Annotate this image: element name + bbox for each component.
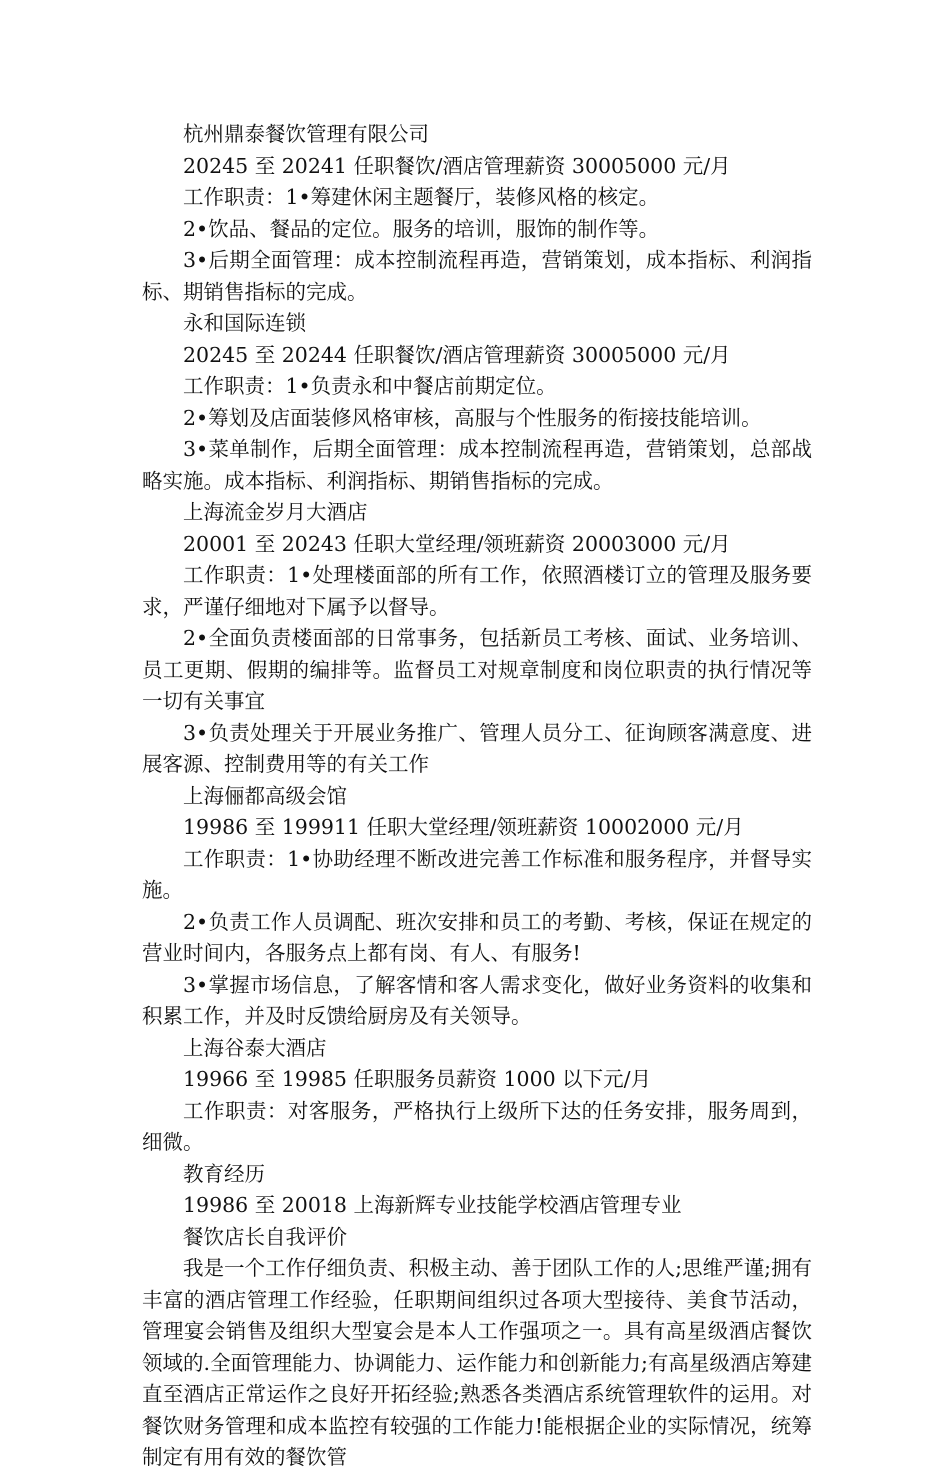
job-duty: 3•掌握市场信息，了解客情和客人需求变化，做好业务资料的收集和积累工作，并及时反馈给厨房及有关领导。 bbox=[142, 972, 812, 1028]
job-duty: 工作职责：1•筹建休闲主题餐厅，装修风格的核定。 bbox=[183, 185, 660, 209]
job-duty: 3•后期全面管理：成本控制流程再造，营销策划，成本指标、利润指标、期销售指标的完成。 bbox=[142, 248, 812, 304]
job-period: 20001 至 20243 任职大堂经理/领班薪资 20003000 元/月 bbox=[183, 531, 731, 556]
job-period: 20245 至 20244 任职餐饮/酒店管理薪资 30005000 元/月 bbox=[183, 342, 731, 367]
job-duty: 工作职责：1•协助经理不断改进完善工作标准和服务程序，并督导实施。 bbox=[142, 846, 812, 902]
company-name: 上海流金岁月大酒店 bbox=[183, 500, 368, 524]
education-entry: 19986 至 20018 上海新辉专业技能学校酒店管理专业 bbox=[183, 1193, 682, 1217]
job-duty: 2•全面负责楼面部的日常事务，包括新员工考核、面试、业务培训、员工更期、假期的编排等。监督员工对规章制度和岗位职责的执行情况等一切有关事宜 bbox=[142, 626, 812, 713]
job-duty: 3•菜单制作，后期全面管理：成本控制流程再造，营销策划，总部战略实施。成本指标、利润指标、期销售指标的完成。 bbox=[142, 437, 812, 493]
job-duty: 2•筹划及店面装修风格审核，高服与个性服务的衔接技能培训。 bbox=[183, 405, 762, 430]
section-heading-self-evaluation: 餐饮店长自我评价 bbox=[183, 1224, 347, 1249]
section-heading-education: 教育经历 bbox=[183, 1161, 265, 1186]
job-period: 20245 至 20241 任职餐饮/酒店管理薪资 30005000 元/月 bbox=[183, 153, 731, 178]
job-duty: 工作职责：1•负责永和中餐店前期定位。 bbox=[183, 374, 557, 398]
job-duty: 工作职责：1•处理楼面部的所有工作，依照酒楼订立的管理及服务要求，严谨仔细地对下属予以督导。 bbox=[142, 563, 812, 619]
job-duty: 2•饮品、餐品的定位。服务的培训，服饰的制作等。 bbox=[183, 216, 660, 241]
company-name: 永和国际连锁 bbox=[183, 311, 306, 335]
job-duty: 2•负责工作人员调配、班次安排和员工的考勤、考核，保证在规定的营业时间内，各服务点上都有岗、有人、有服务! bbox=[142, 909, 812, 965]
self-evaluation-text: 我是一个工作仔细负责、积极主动、善于团队工作的人;思维严谨;拥有丰富的酒店管理工作经验，任职期间组织过各项大型接待、美食节活动，管理宴会销售及组织大型宴会是本人工作强项之一。具有高星级酒店餐饮领域的.全面管理能力、协调能力、运作能力和创新能力;有高星级酒店筹建直至酒店正常运作之良好开拓经验;熟悉各类酒店系统管理软件的运用。对餐饮财务管理和成本监控有较强的工作能力!能根据企业的实际情况，统筹制定有用有效的餐饮管 bbox=[142, 1256, 812, 1469]
document-page bbox=[142, 119, 812, 1474]
company-name: 杭州鼎泰餐饮管理有限公司 bbox=[183, 122, 429, 146]
company-name: 上海俪都高级会馆 bbox=[183, 783, 347, 808]
job-duty: 工作职责：对客服务，严格执行上级所下达的任务安排，服务周到，细微。 bbox=[142, 1098, 812, 1154]
job-period: 19986 至 199911 任职大堂经理/领班薪资 10002000 元/月 bbox=[183, 815, 744, 839]
job-period: 19966 至 19985 任职服务员薪资 1000 以下元/月 bbox=[183, 1067, 652, 1091]
company-name: 上海谷泰大酒店 bbox=[183, 1035, 327, 1060]
job-duty: 3•负责处理关于开展业务推广、管理人员分工、征询顾客满意度、进展客源、控制费用等的有关工作 bbox=[142, 720, 812, 776]
